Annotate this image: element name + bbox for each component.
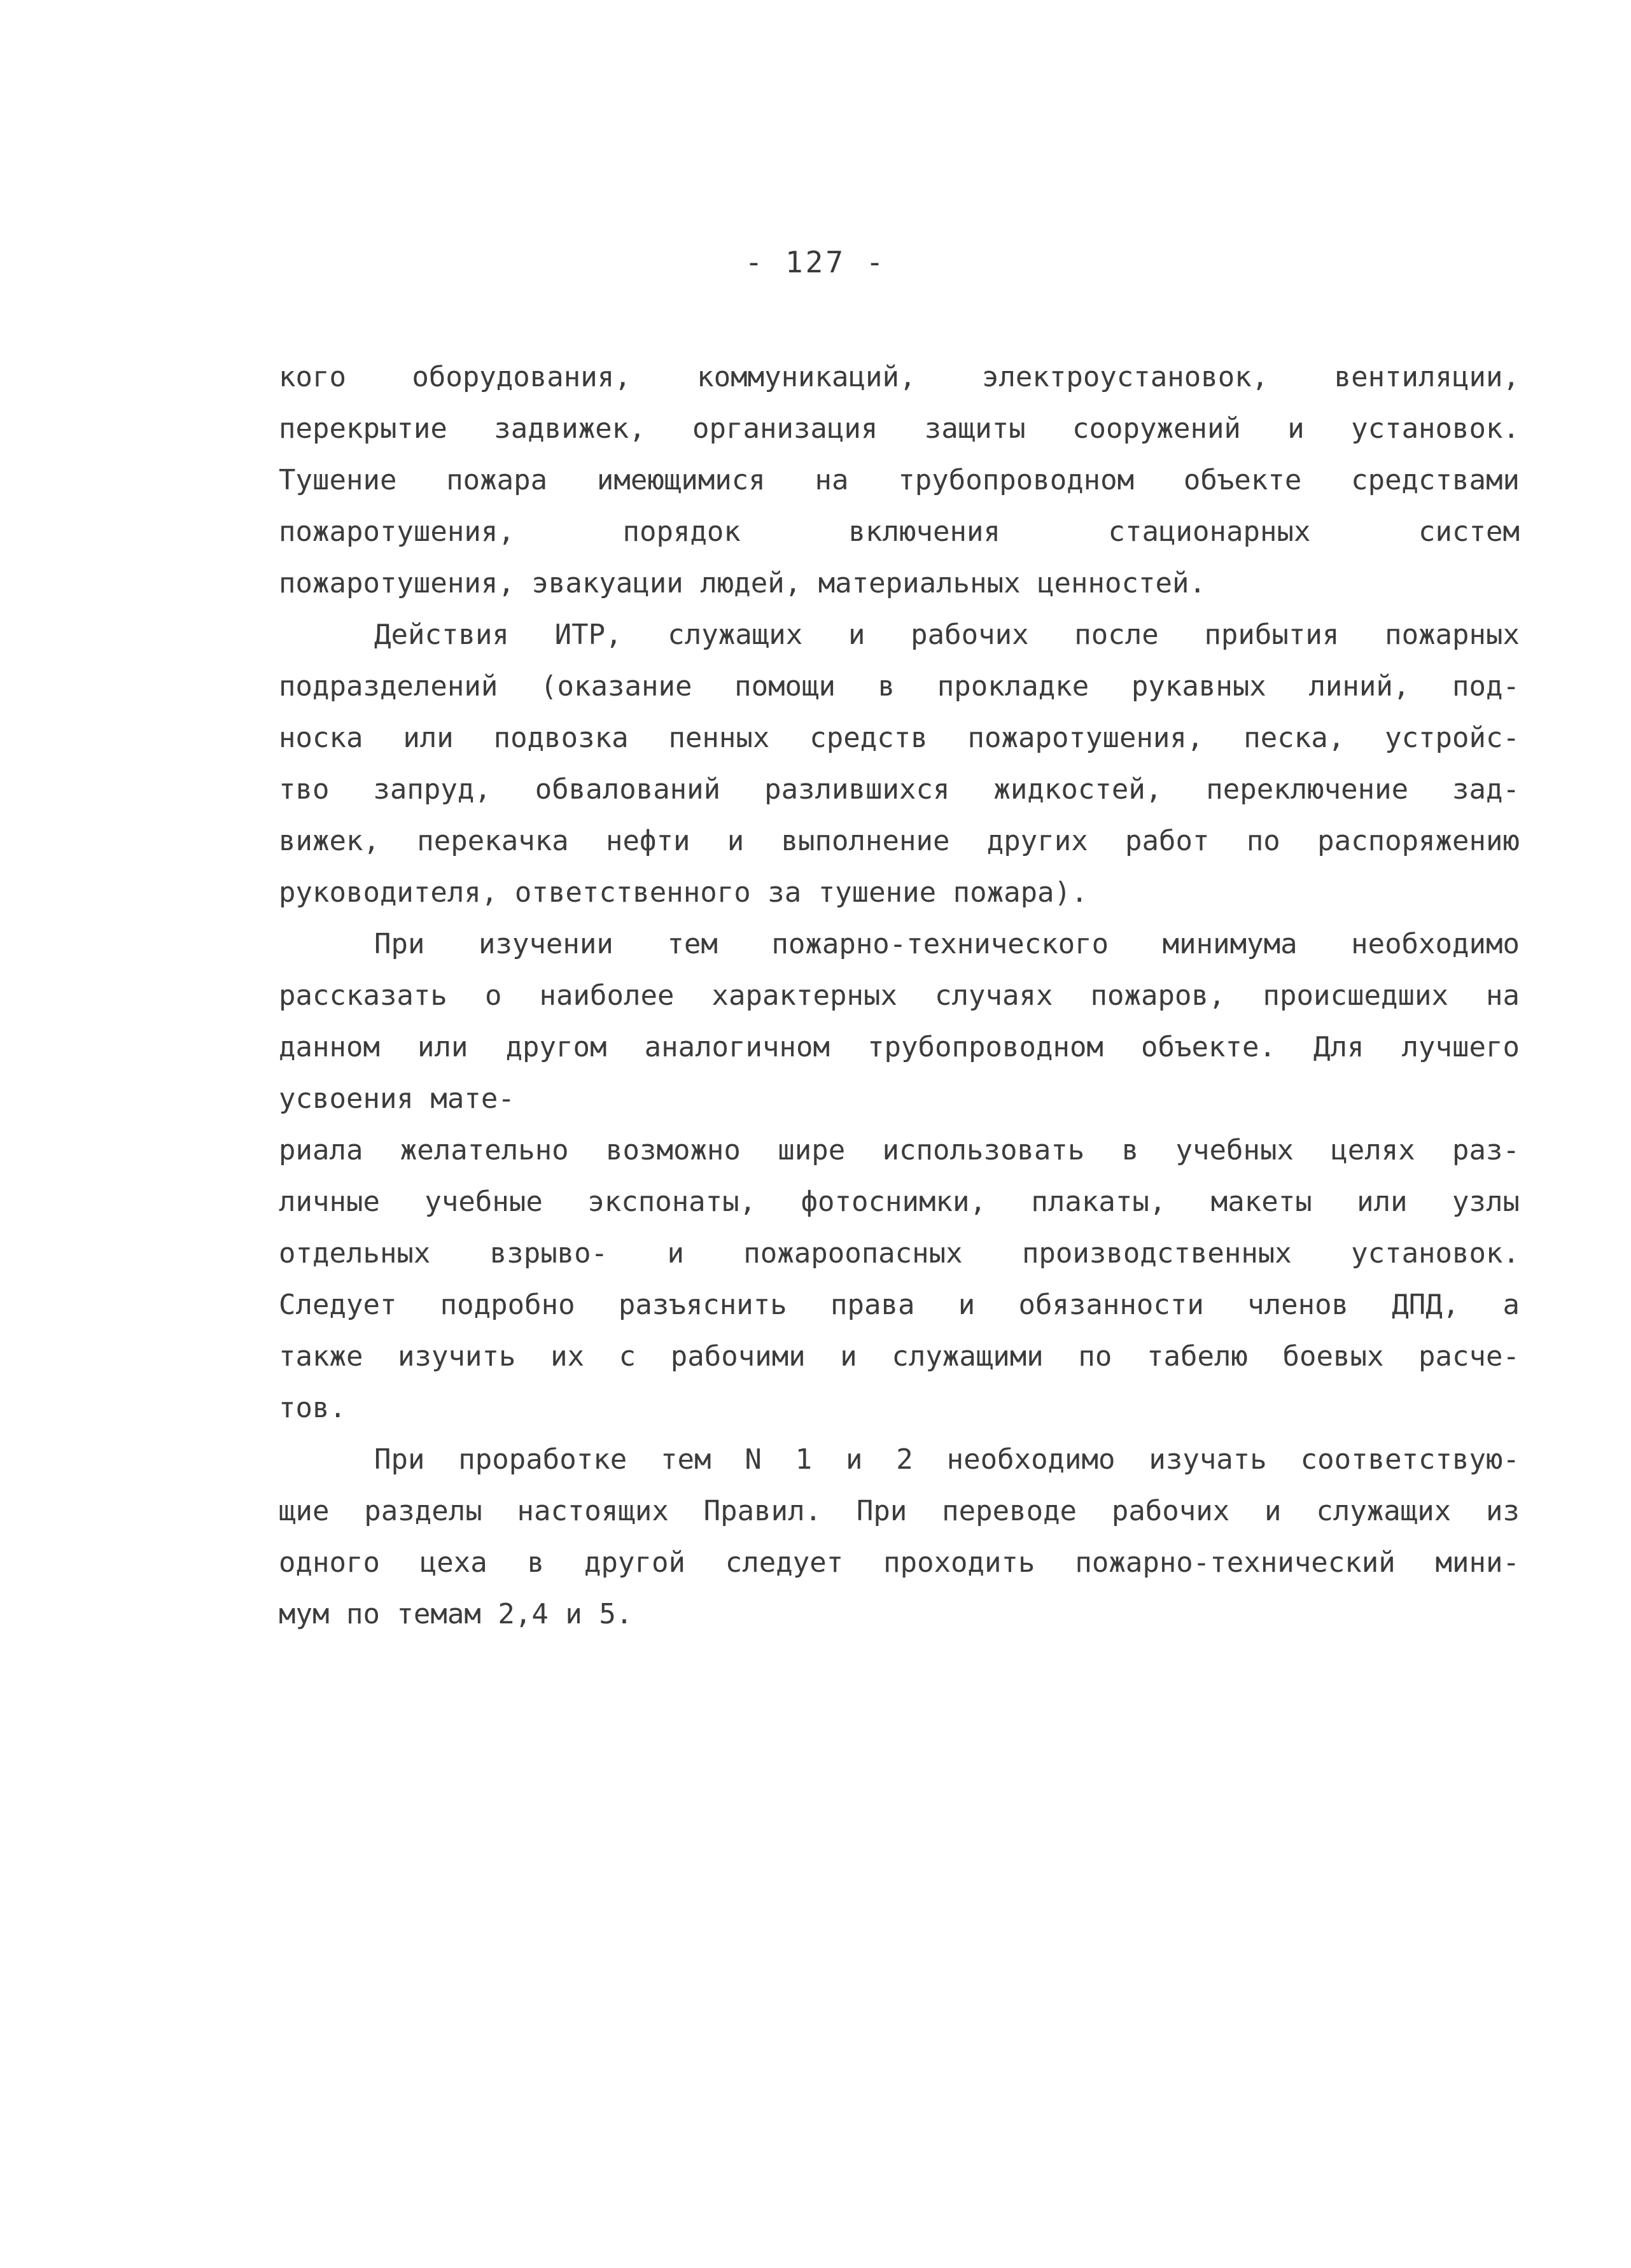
text-line: отдельных взрыво- и пожароопасных производственных установок. <box>279 1237 1520 1270</box>
page-number: - 127 - <box>745 245 886 279</box>
text-line: тво запруд, обвалований разлившихся жидкостей, переключение зад- <box>279 773 1520 806</box>
text-line: тов. <box>279 1392 346 1424</box>
paragraph <box>279 918 1520 1434</box>
text-line: вижек, перекачка нефти и выполнение других работ по распоряжению <box>279 825 1520 857</box>
text-line: Тушение пожара имеющимися на трубопроводном объекте средствами <box>279 464 1520 496</box>
text-line: рассказать о наиболее характерных случаях пожаров, происшедших на <box>279 979 1520 1012</box>
text-line: риала желательно возможно шире использовать в учебных целях раз- <box>279 1134 1520 1166</box>
text-line: кого оборудования, коммуникаций, электроустановок, вентиляции, <box>279 361 1520 393</box>
text-line: личные учебные экспонаты, фотоснимки, плакаты, макеты или узлы <box>279 1186 1520 1218</box>
text-line: пожаротушения, эвакуации людей, материальных ценностей. <box>279 567 1206 599</box>
text-line: пожаротушения, порядок включения стационарных систем <box>279 515 1520 548</box>
text-line: При проработке тем N 1 и 2 необходимо изучать соответствую- <box>374 1443 1520 1476</box>
paragraph <box>279 351 1520 609</box>
text-line: При изучении тем пожарно-технического минимума необходимо <box>374 928 1520 960</box>
paragraph <box>279 609 1520 918</box>
text-line: усвоения мате- <box>279 1082 515 1115</box>
text-line: одного цеха в другой следует проходить пожарно-технический мини- <box>279 1546 1520 1579</box>
text-line: также изучить их с рабочими и служащими по табелю боевых расче- <box>279 1340 1520 1373</box>
text-line: Следует подробно разъяснить права и обязанности членов ДПД, а <box>279 1289 1520 1321</box>
text-line: подразделений (оказание помощи в прокладке рукавных линий, под- <box>279 670 1520 703</box>
paragraph <box>279 1434 1520 1640</box>
text-line: мум по темам 2,4 и 5. <box>279 1598 633 1630</box>
text-line: щие разделы настоящих Правил. При переводе рабочих и служащих из <box>279 1495 1520 1527</box>
text-line: руководителя, ответственного за тушение пожара). <box>279 876 1088 909</box>
text-line: носка или подвозка пенных средств пожаротушения, песка, устройс- <box>279 722 1520 754</box>
text-line: перекрытие задвижек, организация защиты сооружений и установок. <box>279 412 1520 445</box>
text-line: Действия ИТР, служащих и рабочих после прибытия пожарных <box>374 619 1520 651</box>
body-text <box>279 351 1520 1640</box>
text-line: данном или другом аналогичном трубопроводном объекте. Для лучшего <box>279 1031 1520 1063</box>
